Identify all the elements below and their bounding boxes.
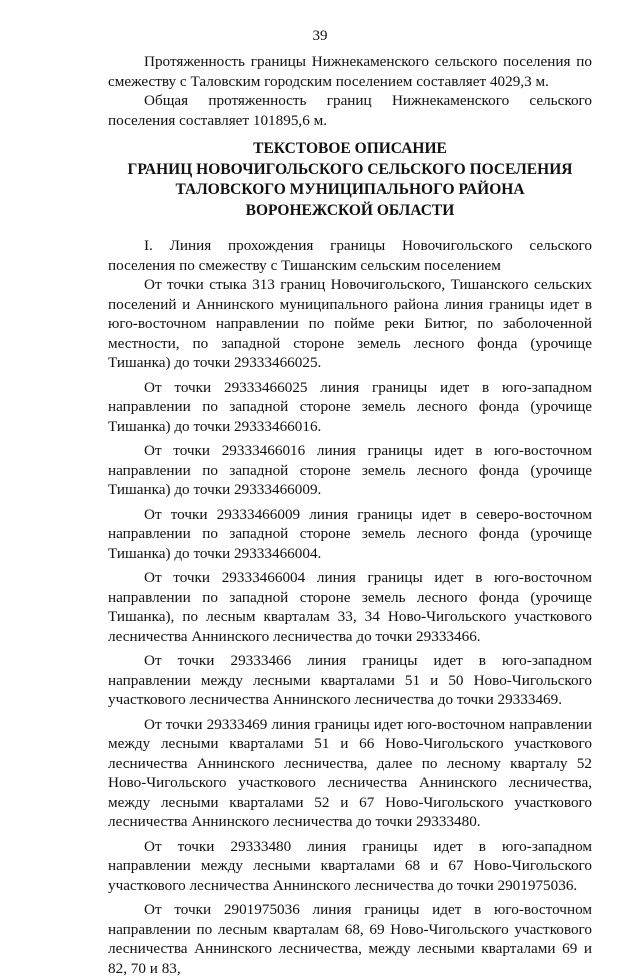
intro-paragraph: Протяженность границы Нижнекаменского сельского поселения по смежеству с Таловским городским поселением составляет 4029,3 м. xyxy=(108,53,592,90)
body-block xyxy=(108,236,592,978)
intro-paragraph: Общая протяженность границ Нижнекаменского сельского поселения составляет 101895,6 м. xyxy=(108,92,592,129)
section-heading-paragraph: I. Линия прохождения границы Новочигольского сельского поселения по смежеству с Тишанским сельским поселением xyxy=(108,237,592,274)
body-paragraph: От точки 29333466025 линия границы идет в юго-западном направлении по западной стороне земель лесного фонда (урочище Тишанка) до точки 29333466016. xyxy=(108,378,592,435)
body-paragraph: От точки 29333466 линия границы идет в юго-западном направлении между лесными кварталами 51 и 50 Ново-Чигольского участкового лесничества Аннинского лесничества до точки 29333469. xyxy=(108,652,592,708)
body-paragraph: От точки 29333469 линия границы идет юго-восточном направлении между лесными кварталами 51 и 66 Ново-Чигольского участкового лесничества Аннинского лесничества, далее по лесному кварталу 52 Ново-Чигольского участкового лесничества Аннинского лесничества, между лесными кварталами 52 и 67 Ново-Чигольского участкового лесничества Аннинского лесничества до точки 29333480. xyxy=(108,715,592,830)
page-number: 39 xyxy=(312,28,328,44)
title-line: ГРАНИЦ НОВОЧИГОЛЬСКОГО СЕЛЬСКОГО ПОСЕЛЕНИЯ xyxy=(127,160,573,178)
body-paragraph: От точки стыка 313 границ Новочигольского, Тишанского сельских поселений и Аннинского муниципального района линия границы идет в юго-восточном направлении по пойме реки Битюг, по заболоченной местности, по западной стороне земель лесного фонда (урочище Тишанка) до точки 29333466025. xyxy=(108,276,592,371)
body-paragraph: От точки 2901975036 линия границы идет в юго-восточном направлении по лесным кварталам 68, 69 Ново-Чигольского участкового лесничества Аннинского лесничества, между лесными кварталами 69 и 82, 70 и 83, xyxy=(108,901,592,977)
title-line: ТЕКСТОВОЕ ОПИСАНИЕ xyxy=(253,140,447,157)
body-paragraph: От точки 29333466004 линия границы идет в юго-восточном направлении по западной стороне земель лесного фонда (урочище Тишанка), по лесным кварталам 33, 34 Ново-Чигольского участкового лесничества Аннинского лесничества до точки 29333466. xyxy=(108,569,592,645)
body-paragraph: От точки 29333480 линия границы идет в юго-западном направлении между лесными кварталами 68 и 67 Ново-Чигольского участкового лесничества Аннинского лесничества до точки 2901975036. xyxy=(108,837,592,894)
section-title xyxy=(108,139,592,221)
body-paragraph: От точки 29333466016 линия границы идет в юго-восточном направлении по западной стороне земель лесного фонда (урочище Тишанка) до точки 29333466009. xyxy=(108,442,592,498)
body-paragraph: От точки 29333466009 линия границы идет в северо-восточном направлении по западной стороне земель лесного фонда (урочище Тишанка) до точки 29333466004. xyxy=(108,505,592,562)
title-line: ВОРОНЕЖСКОЙ ОБЛАСТИ xyxy=(245,201,455,219)
title-line: ТАЛОВСКОГО МУНИЦИПАЛЬНОГО РАЙОНА xyxy=(175,181,525,198)
intro-block xyxy=(108,52,592,130)
